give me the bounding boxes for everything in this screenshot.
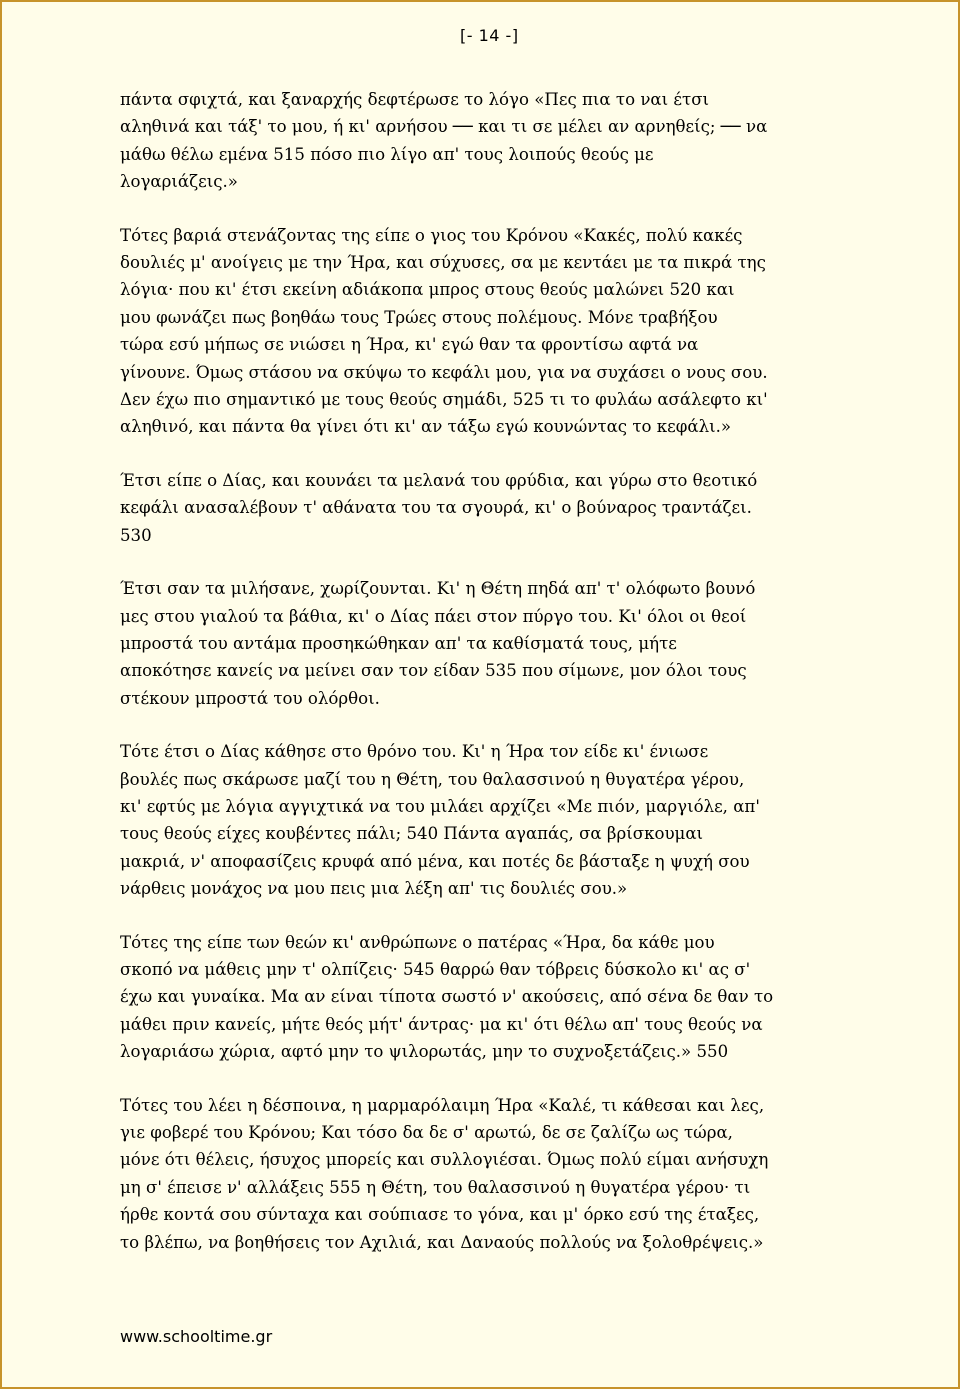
text-line: Τότες του λέει η δέσποινα, η μαρμαρόλαιμη Ήρα «Καλέ, τι κάθεσαι και λες, [120, 1095, 765, 1115]
text-line: μου φωνάζει πως βοηθάω τους Τρώες στους πολέμους. Μόνε τραβήξου [120, 307, 718, 327]
text-line: Τότες της είπε των θεών κι' ανθρώπωνε ο πατέρας «Ήρα, δα κάθε μου [120, 932, 715, 952]
document-body [120, 86, 850, 1282]
text-line: 530 [120, 525, 152, 545]
paragraph [120, 1092, 850, 1256]
text-line: Τότες βαριά στενάζοντας της είπε ο γιος του Κρόνου «Κακές, πολύ κακές [120, 225, 743, 245]
text-line: ήρθε κοντά σου σύνταχα και σούπιασε το γόνα, και μ' όρκο εσύ της έταξες, [120, 1205, 760, 1225]
text-line: βουλές πως σκάρωσε μαζί του η Θέτη, του θαλασσινού η θυγατέρα γέρου, [120, 769, 745, 789]
text-line: το βλέπω, να βοηθήσεις τον Αχιλιά, και Δαναούς πολλούς να ξολοθρέψεις.» [120, 1232, 764, 1252]
footer-url: www.schooltime.gr [120, 1327, 273, 1346]
text-line: τώρα εσύ μήπως σε νιώσει η Ήρα, κι' εγώ θαν τα φροντίσω αφτά να [120, 335, 699, 355]
text-line: αληθινό, και πάντα θα γίνει ότι κι' αν τάξω εγώ κουνώντας το κεφάλι.» [120, 417, 732, 437]
text-line: μπροστά του αντάμα προσηκώθηκαν απ' τα καθίσματά τους, μήτε [120, 633, 677, 653]
text-line: Δεν έχω πιο σημαντικό με τους θεούς σημάδι, 525 τι το φυλάω ασάλεφτο κι' [120, 390, 768, 410]
text-line: έχω και γυναίκα. Μα αν είναι τίποτα σωστό ν' ακούσεις, από σένα δε θαν το [120, 987, 774, 1007]
text-line: δουλιές μ' ανοίγεις με την Ήρα, και σύχυσες, σα με κεντάει με τα πικρά της [120, 253, 766, 273]
text-line: στέκουν μπροστά του ολόρθοι. [120, 688, 380, 708]
text-line: λογαριάζεις.» [120, 172, 238, 192]
page-number: [- 14 -] [460, 26, 519, 45]
text-line: μη σ' έπεισε ν' αλλάξεις 555 η Θέτη, του θαλασσινού η θυγατέρα γέρου· τι [120, 1177, 751, 1197]
text-line: πάντα σφιχτά, και ξαναρχής δεφτέρωσε το λόγο «Πες πια το ναι έτσι [120, 90, 710, 109]
paragraph [120, 929, 850, 1066]
text-line: Τότε έτσι ο Δίας κάθησε στο θρόνο του. Κι' η Ήρα τον είδε κι' ένιωσε [120, 742, 709, 762]
text-line: αποκότησε κανείς να μείνει σαν τον είδαν 535 που σίμωνε, μον όλοι τους [120, 661, 747, 681]
text-line: μάθει πριν κανείς, μήτε θεός μήτ' άντρας· μα κι' ότι θέλω απ' τους θεούς να [120, 1014, 763, 1034]
text-line: μες στου γιαλού τα βάθια, κι' ο Δίας πάει στον πύργο του. Κι' όλοι οι θεοί [120, 606, 747, 626]
text-line: λογαριάσω χώρια, αφτό μην το ψιλορωτάς, μην το συχνοξετάζεις.» 550 [120, 1042, 729, 1062]
text-line: μάθω θέλω εμένα 515 πόσο πιο λίγο απ' τους λοιπούς θεούς με [120, 144, 654, 164]
text-line: αληθινά και τάξ' το μου, ή κι' αρνήσου ── και τι σε μέλει αν αρνηθείς; ── να [120, 117, 768, 137]
text-line: λόγια· που κι' έτσι εκείνη αδιάκοπα μπρος στους θεούς μαλώνει 520 και [120, 280, 735, 300]
text-line: μακριά, ν' αποφασίζεις κρυφά από μένα, και ποτές δε βάσταξε η ψυχή σου [120, 851, 750, 871]
text-line: μόνε ότι θέλεις, ήσυχος μπορείς και συλλογιέσαι. Όμως πολύ είμαι ανήσυχη [120, 1150, 769, 1170]
text-line: γιε φοβερέ του Κρόνου; Και τόσο δα δε σ' αρωτώ, δε σε ζαλίζω ως τώρα, [120, 1123, 733, 1142]
paragraph [120, 738, 850, 902]
text-line: κι' εφτύς με λόγια αγγιχτικά να του μιλάει αρχίζει «Με πιόν, μαργιόλε, απ' [120, 796, 760, 816]
text-line: Έτσι σαν τα μιλήσανε, χωρίζουνται. Κι' η Θέτη πηδά απ' τ' ολόφωτο βουνό [120, 579, 756, 599]
paragraph [120, 575, 850, 712]
text-line: κεφάλι ανασαλέβουν τ' αθάνατα του τα σγουρά, κι' ο βούναρος τραντάζει. [120, 498, 752, 518]
paragraph [120, 467, 850, 549]
paragraph [120, 86, 850, 196]
text-line: νάρθεις μονάχος να μου πεις μια λέξη απ' τις δουλιές σου.» [120, 879, 628, 899]
text-line: Έτσι είπε ο Δίας, και κουνάει τα μελανά του φρύδια, και γύρω στο θεοτικό [120, 470, 758, 490]
text-line: τους θεούς είχες κουβέντες πάλι; 540 Πάντα αγαπάς, σα βρίσκουμαι [120, 824, 704, 844]
text-line: σκοπό να μάθεις μην τ' ολπίζεις· 545 θαρρώ θαν τόβρεις δύσκολο κι' ας σ' [120, 959, 751, 979]
paragraph [120, 222, 850, 441]
text-line: γίνουνε. Όμως στάσου να σκύψω το κεφάλι μου, για να συχάσει ο νους σου. [120, 362, 768, 382]
